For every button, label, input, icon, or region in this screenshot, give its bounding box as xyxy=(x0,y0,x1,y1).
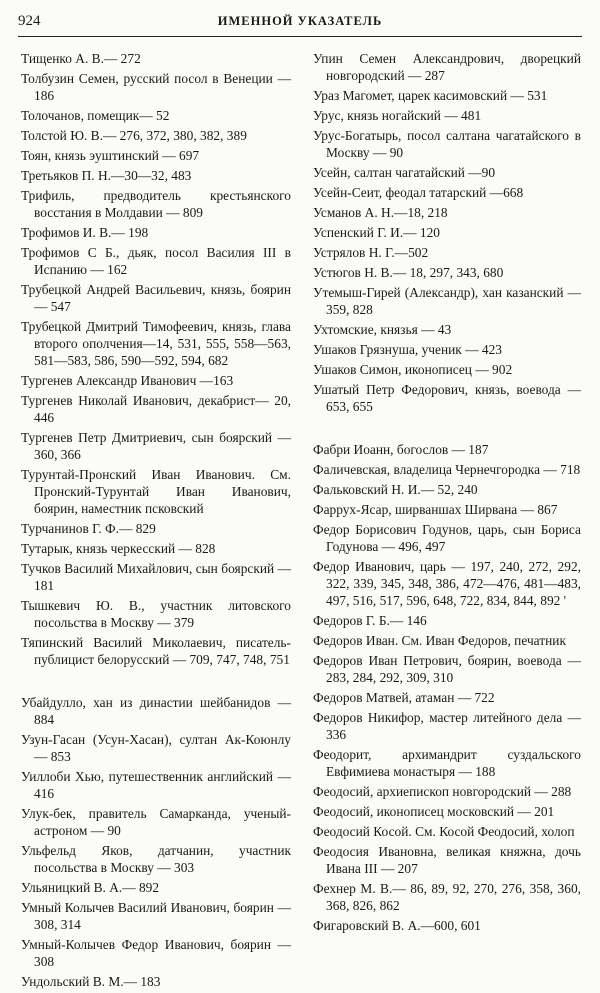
index-entry: Феодосий, архиепископ новгородский — 288 xyxy=(313,784,572,799)
index-entry: Феодосий Косой. См. Косой Феодосий, холоп xyxy=(313,824,575,839)
index-entry: Упин Семен Александрович, дворецкий новгородский — 287 xyxy=(313,51,581,83)
index-entry: Федоров Иван. См. Иван Федоров, печатник xyxy=(313,633,566,648)
index-entry: Улук-бек, правитель Самарканда, ученый-астроном — 90 xyxy=(21,806,291,838)
index-entry: Фаррух-Ясар, ширваншах Ширвана — 867 xyxy=(313,502,558,517)
index-entry: Тищенко А. В.— 272 xyxy=(21,51,141,66)
index-entry: Утемыш-Гирей (Александр), хан казанский — 359, 828 xyxy=(313,285,581,317)
left-column xyxy=(21,50,291,993)
index-entry: Тышкевич Ю. В., участник литовского посольства в Москву — 379 xyxy=(21,598,291,630)
index-entry: Толбузин Семен, русский посол в Венеции — 186 xyxy=(21,71,291,103)
index-entry: Усманов А. Н.—18, 218 xyxy=(313,205,448,220)
index-entry: Ундольский В. М.— 183 xyxy=(21,974,161,989)
index-entry: Ушаков Грязнуша, ученик — 423 xyxy=(313,342,502,357)
page-number: 924 xyxy=(18,13,41,29)
page-header xyxy=(18,12,582,37)
index-entry: Трофимов И. В.— 198 xyxy=(21,225,149,240)
index-entry: Третьяков П. Н.—30—32, 483 xyxy=(21,168,192,183)
index-entry: Тургенев Александр Иванович —163 xyxy=(21,373,234,388)
index-entry: Турунтай-Пронский Иван Иванович. См. Пронский-Турунтай Иван Иванович, боярин, наместник псковский xyxy=(21,467,291,516)
letter-group-gap xyxy=(313,418,581,441)
index-entry: Тургенев Николай Иванович, декабрист— 20, 446 xyxy=(21,393,291,425)
index-entry: Умный-Колычев Федор Иванович, боярин — 308 xyxy=(21,937,291,969)
index-entry: Устюгов Н. В.— 18, 297, 343, 680 xyxy=(313,265,504,280)
index-entry: Ушатый Петр Федорович, князь, воевода — 653, 655 xyxy=(313,382,581,414)
index-entry: Фаличевская, владелица Чернечгородка — 718 xyxy=(313,462,581,477)
index-entry: Успенский Г. И.— 120 xyxy=(313,225,440,240)
index-entry: Федоров Иван Петрович, боярин, воевода — 283, 284, 292, 309, 310 xyxy=(313,653,581,685)
letter-group-gap xyxy=(21,671,291,694)
index-entry: Фальковский Н. И.— 52, 240 xyxy=(313,482,478,497)
index-entry: Ураз Магомет, царек касимовский — 531 xyxy=(313,88,548,103)
index-entry: Фигаровский В. А.—600, 601 xyxy=(313,918,481,933)
index-entry: Федор Борисович Годунов, царь, сын Бориса Годунова — 496, 497 xyxy=(313,522,581,554)
index-entry: Федор Иванович, царь — 197, 240, 272, 292, 322, 339, 345, 348, 386, 472—476, 481—483, 497, 516, 517, 596, 648, 722, 834, 844, 892 ' xyxy=(313,559,581,608)
index-entry: Трофимов С Б., дьяк, посол Василия III в Испанию — 162 xyxy=(21,245,291,277)
index-entry: Усейн, салтан чагатайский —90 xyxy=(313,165,496,180)
index-group-u xyxy=(21,694,291,990)
index-entry: Урус-Богатырь, посол салтана чагатайского в Москву — 90 xyxy=(313,128,581,160)
index-entry: Феодосий, иконописец московский — 201 xyxy=(313,804,555,819)
index-entry: Убайдулло, хан из династии шейбанидов — 884 xyxy=(21,695,291,727)
index-entry: Феодосия Ивановна, великая княжна, дочь Ивана III — 207 xyxy=(313,844,581,876)
index-entry: Умный Колычев Василий Иванович, боярин — 308, 314 xyxy=(21,900,291,932)
right-column xyxy=(313,50,581,937)
index-entry: Федоров Никифор, мастер литейного дела — 336 xyxy=(313,710,581,742)
index-entry: Трубецкой Дмитрий Тимофеевич, князь, глава второго ополчения—14, 531, 555, 558—563, 581—583, 586, 590—592, 594, 682 xyxy=(21,319,291,368)
index-entry: Устрялов Н. Г.—502 xyxy=(313,245,429,260)
index-entry: Узун-Гасан (Усун-Хасан), султан Ак-Коюнлу — 853 xyxy=(21,732,291,764)
index-entry: Федоров Г. Б.— 146 xyxy=(313,613,427,628)
index-entry: Ульяницкий В. А.— 892 xyxy=(21,880,160,895)
index-entry: Урус, князь ногайский — 481 xyxy=(313,108,482,123)
index-group-t xyxy=(21,50,291,668)
index-entry: Федоров Матвей, атаман — 722 xyxy=(313,690,495,705)
index-group-u2 xyxy=(313,50,581,415)
index-entry: Трифиль, предводитель крестьянского восстания в Молдавии — 809 xyxy=(21,188,291,220)
index-entry: Трубецкой Андрей Васильевич, князь, боярин — 547 xyxy=(21,282,291,314)
index-entry: Ухтомские, князья — 43 xyxy=(313,322,452,337)
index-entry: Фехнер М. В.— 86, 89, 92, 270, 276, 358, 360, 368, 826, 862 xyxy=(313,881,581,913)
index-entry: Турчанинов Г. Ф.— 829 xyxy=(21,521,156,536)
index-entry: Уиллоби Хью, путешественник английский — 416 xyxy=(21,769,291,801)
index-entry: Толстой Ю. В.— 276, 372, 380, 382, 389 xyxy=(21,128,247,143)
index-entry: Тучков Василий Михайлович, сын боярский — 181 xyxy=(21,561,291,593)
index-entry: Усейн-Сеит, феодал татарский —668 xyxy=(313,185,524,200)
index-entry: Тоян, князь эуштинский — 697 xyxy=(21,148,200,163)
index-entry: Ушаков Симон, иконописец — 902 xyxy=(313,362,513,377)
running-title: ИМЕННОЙ УКАЗАТЕЛЬ xyxy=(217,14,383,28)
index-entry: Толочанов, помещик— 52 xyxy=(21,108,170,123)
index-entry: Фабри Иоанн, богослов — 187 xyxy=(313,442,489,457)
index-entry: Ульфельд Яков, датчанин, участник посольства в Москву — 303 xyxy=(21,843,291,875)
index-entry: Феодорит, архимандрит суздальского Евфимиева монастыря — 188 xyxy=(313,747,581,779)
index-entry: Тяпинский Василий Миколаевич, писатель-публицист белорусский — 709, 747, 748, 751 xyxy=(21,635,291,667)
index-entry: Тутарык, князь черкесский — 828 xyxy=(21,541,216,556)
index-entry: Тургенев Петр Дмитриевич, сын боярский — 360, 366 xyxy=(21,430,291,462)
index-group-f xyxy=(313,441,581,934)
